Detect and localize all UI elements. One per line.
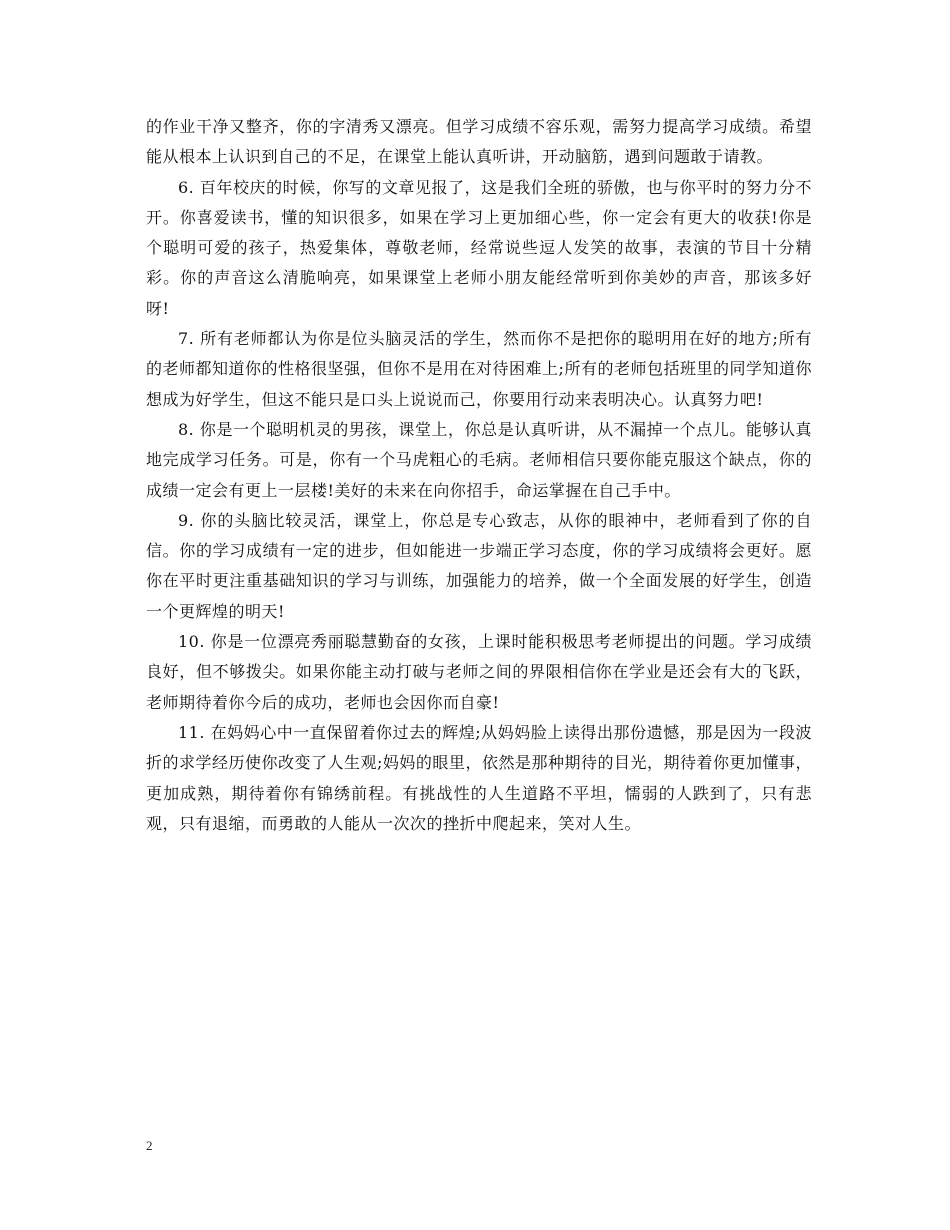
paragraph-item-9: 9. 你的头脑比较灵活，课堂上，你总是专心致志，从你的眼神中，老师看到了你的自信。你的学习成绩有一定的进步，但如能进一步端正学习态度，你的学习成绩将会更好。愿你在平时更注重基础知识的学习与训练，加强能力的培养，做一个全面发展的好学生，创造一个更辉煌的明天!: [146, 510, 812, 621]
paragraph-item-10: 10. 你是一位漂亮秀丽聪慧勤奋的女孩，上课时能积极思考老师提出的问题。学习成绩良好，但不够拨尖。如果你能主动打破与老师之间的界限相信你在学业是还会有大的飞跃，老师期待着你今后的成功，老师也会因你而自豪!: [146, 632, 812, 712]
paragraph-item-7: 7. 所有老师都认为你是位头脑灵活的学生，然而你不是把你的聪明用在好的地方;所有的老师都知道你的性格很坚强，但你不是用在对待困难上;所有的老师包括班里的同学知道你想成为好学生，但这不能只是口头上说说而己，你要用行动来表明决心。认真努力吧!: [146, 329, 812, 409]
paragraph-item-11: 11. 在妈妈心中一直保留着你过去的辉煌;从妈妈脸上读得出那份遗憾，那是因为一段波折的求学经历使你改变了人生观;妈妈的眼里，依然是那种期待的目光，期待着你更加懂事，更加成熟，期待着你有锦绣前程。有挑战性的人生道路不平坦，懦弱的人跌到了，只有悲观，只有退缩，而勇敢的人能从一次次的挫折中爬起来，笑对人生。: [146, 722, 812, 833]
paragraph-item-6: 6. 百年校庆的时候，你写的文章见报了，这是我们全班的骄傲，也与你平时的努力分不开。你喜爱读书，懂的知识很多，如果在学习上更加细心些，你一定会有更大的收获!你是个聪明可爱的孩子，热爱集体，尊敬老师，经常说些逗人发笑的故事，表演的节目十分精彩。你的声音这么清脆响亮，如果课堂上老师小朋友能经常听到你美妙的声音，那该多好呀!: [146, 177, 812, 318]
page-number: 2: [146, 1138, 153, 1153]
paragraph-item-8: 8. 你是一个聪明机灵的男孩，课堂上，你总是认真听讲，从不漏掉一个点儿。能够认真地完成学习任务。可是，你有一个马虎粗心的毛病。老师相信只要你能克服这个缺点，你的成绩一定会有更上一层楼!美好的未来在向你招手，命运掌握在自己手中。: [146, 419, 812, 500]
document-body: [146, 112, 812, 839]
paragraph-continuation: 的作业干净又整齐，你的字清秀又漂亮。但学习成绩不容乐观，需努力提高学习成绩。希望能从根本上认识到自己的不足，在课堂上能认真听讲，开动脑筋，遇到问题敢于请教。: [146, 117, 812, 167]
